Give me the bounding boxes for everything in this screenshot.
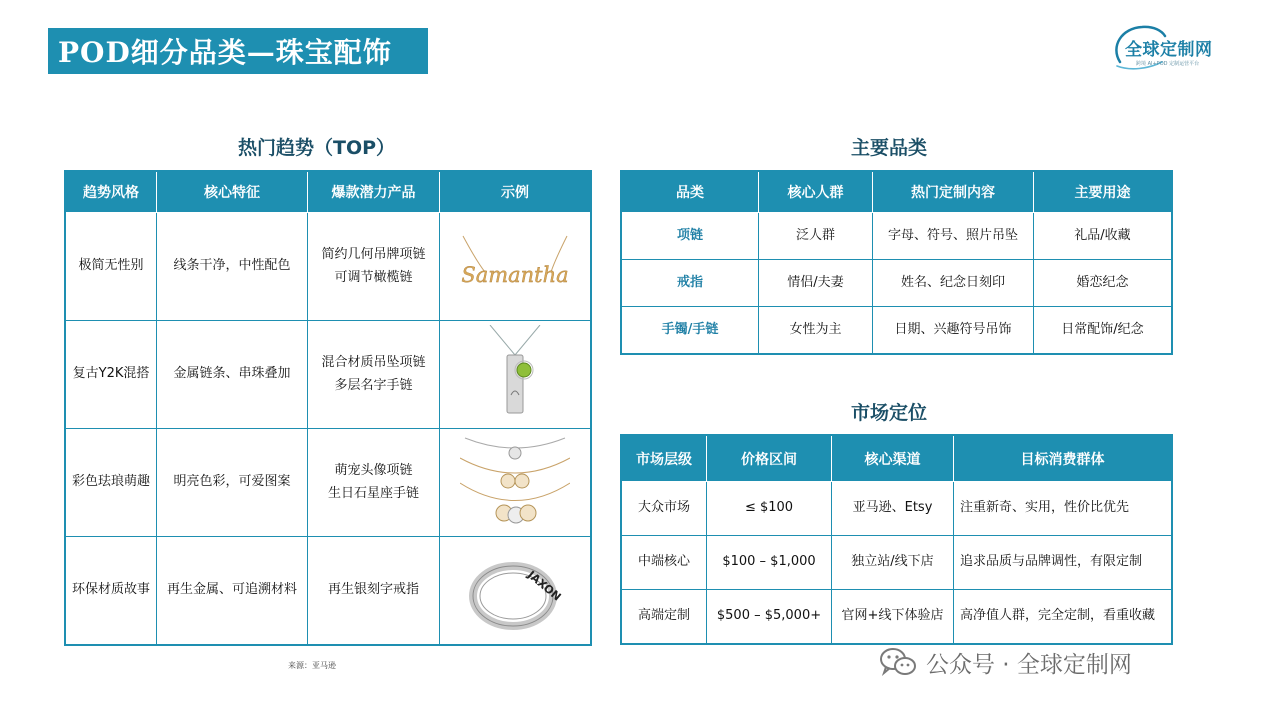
table-cell: 日常配饰/纪念 xyxy=(1034,307,1172,354)
category-section-title: 主要品类 xyxy=(851,137,928,159)
example-cell xyxy=(440,537,591,645)
table-row xyxy=(66,321,591,429)
trend-section-title: 热门趋势（TOP） xyxy=(238,137,396,159)
table-cell: $100 – $1,000 xyxy=(707,536,832,590)
table-header-row xyxy=(622,436,1172,482)
logo-tagline: 跨境 AI+POD 定制运营平台 xyxy=(1136,61,1200,67)
example-cell xyxy=(440,321,591,429)
table-row xyxy=(622,307,1172,354)
table-row xyxy=(622,482,1172,536)
table-cell: 亚马逊、Etsy xyxy=(832,482,954,536)
table-row xyxy=(622,213,1172,260)
trend-style-cell: 复古Y2K混搭 xyxy=(66,321,157,429)
product-line: 多层名字手链 xyxy=(334,377,413,393)
category-name-cell: 手镯/手链 xyxy=(622,307,759,354)
table-cell: 女性为主 xyxy=(759,307,873,354)
product-line: 再生银刻字戒指 xyxy=(327,582,419,598)
trend-style-cell: 极简无性别 xyxy=(66,213,157,321)
table-cell: 婚恋纪念 xyxy=(1034,260,1172,307)
product-line: 萌宠头像项链 xyxy=(334,462,413,478)
example-cell xyxy=(440,213,591,321)
table-cell: 泛人群 xyxy=(759,213,873,260)
watermark-text: 公众号 · 全球定制网 xyxy=(926,651,1132,678)
trend-products-cell xyxy=(308,321,440,429)
table-row xyxy=(622,590,1172,644)
table-cell: 追求品质与品牌调性，有限定制 xyxy=(954,536,1172,590)
column-header: 主要用途 xyxy=(1034,172,1172,213)
bar-pendant-image xyxy=(470,325,560,425)
brand-logo xyxy=(1108,22,1228,72)
column-header: 趋势风格 xyxy=(66,172,157,213)
trend-feature-cell: 金属链条、串珠叠加 xyxy=(157,321,308,429)
engraved-ring-image xyxy=(465,546,565,636)
table-cell: 礼品/收藏 xyxy=(1034,213,1172,260)
table-cell: 情侣/夫妻 xyxy=(759,260,873,307)
table-cell: 高净值人群，完全定制，看重收藏 xyxy=(954,590,1172,644)
table-row xyxy=(622,536,1172,590)
column-header: 爆款潜力产品 xyxy=(308,172,440,213)
market-table xyxy=(621,435,1172,644)
table-row xyxy=(66,429,591,537)
product-line: 简约几何吊牌项链 xyxy=(321,246,426,262)
column-header: 示例 xyxy=(440,172,591,213)
table-cell: 高端定制 xyxy=(622,590,707,644)
table-row xyxy=(66,213,591,321)
category-table xyxy=(621,171,1172,354)
trend-style-cell: 彩色珐琅萌趣 xyxy=(66,429,157,537)
table-row xyxy=(66,537,591,645)
product-line: 生日石星座手链 xyxy=(327,485,419,501)
trend-feature-cell: 再生金属、可追溯材料 xyxy=(157,537,308,645)
column-header: 核心渠道 xyxy=(832,436,954,482)
product-line: 可调节橄榄链 xyxy=(334,269,413,285)
trend-style-cell: 环保材质故事 xyxy=(66,537,157,645)
page-title: POD细分品类—珠宝配饰 xyxy=(48,28,428,74)
column-header: 核心人群 xyxy=(759,172,873,213)
table-cell: 注重新奇、实用，性价比优先 xyxy=(954,482,1172,536)
trend-products-cell xyxy=(308,213,440,321)
column-header: 品类 xyxy=(622,172,759,213)
wechat-watermark xyxy=(878,646,1132,678)
column-header: 价格区间 xyxy=(707,436,832,482)
column-header: 热门定制内容 xyxy=(873,172,1034,213)
trend-products-cell xyxy=(308,537,440,645)
trend-feature-cell: 线条干净，中性配色 xyxy=(157,213,308,321)
example-cell xyxy=(440,429,591,537)
table-cell: 字母、符号、照片吊坠 xyxy=(873,213,1034,260)
logo-name: 全球定制网 xyxy=(1125,40,1213,60)
name-necklace-image xyxy=(455,232,575,302)
trend-products-cell xyxy=(308,429,440,537)
layered-charm-necklace-image xyxy=(460,433,570,533)
category-name-cell: 项链 xyxy=(622,213,759,260)
category-name-cell: 戒指 xyxy=(622,260,759,307)
column-header: 目标消费群体 xyxy=(954,436,1172,482)
table-cell: ≤ $100 xyxy=(707,482,832,536)
product-line: 混合材质吊坠项链 xyxy=(321,354,426,370)
ring-engraving-text: JAXON xyxy=(525,567,564,604)
table-header-row xyxy=(622,172,1172,213)
column-header: 市场层级 xyxy=(622,436,707,482)
wechat-icon xyxy=(878,646,918,678)
necklace-name-text: Samantha xyxy=(461,262,569,287)
trend-feature-cell: 明亮色彩，可爱图案 xyxy=(157,429,308,537)
table-row xyxy=(622,260,1172,307)
market-section-title: 市场定位 xyxy=(851,402,928,424)
source-note: 来源：亚马逊 xyxy=(288,661,336,670)
table-cell: 姓名、纪念日刻印 xyxy=(873,260,1034,307)
trend-table xyxy=(65,171,591,645)
table-cell: 日期、兴趣符号吊饰 xyxy=(873,307,1034,354)
table-cell: 独立站/线下店 xyxy=(832,536,954,590)
column-header: 核心特征 xyxy=(157,172,308,213)
table-cell: 官网+线下体验店 xyxy=(832,590,954,644)
table-header-row xyxy=(66,172,591,213)
table-cell: $500 – $5,000+ xyxy=(707,590,832,644)
table-cell: 大众市场 xyxy=(622,482,707,536)
table-cell: 中端核心 xyxy=(622,536,707,590)
